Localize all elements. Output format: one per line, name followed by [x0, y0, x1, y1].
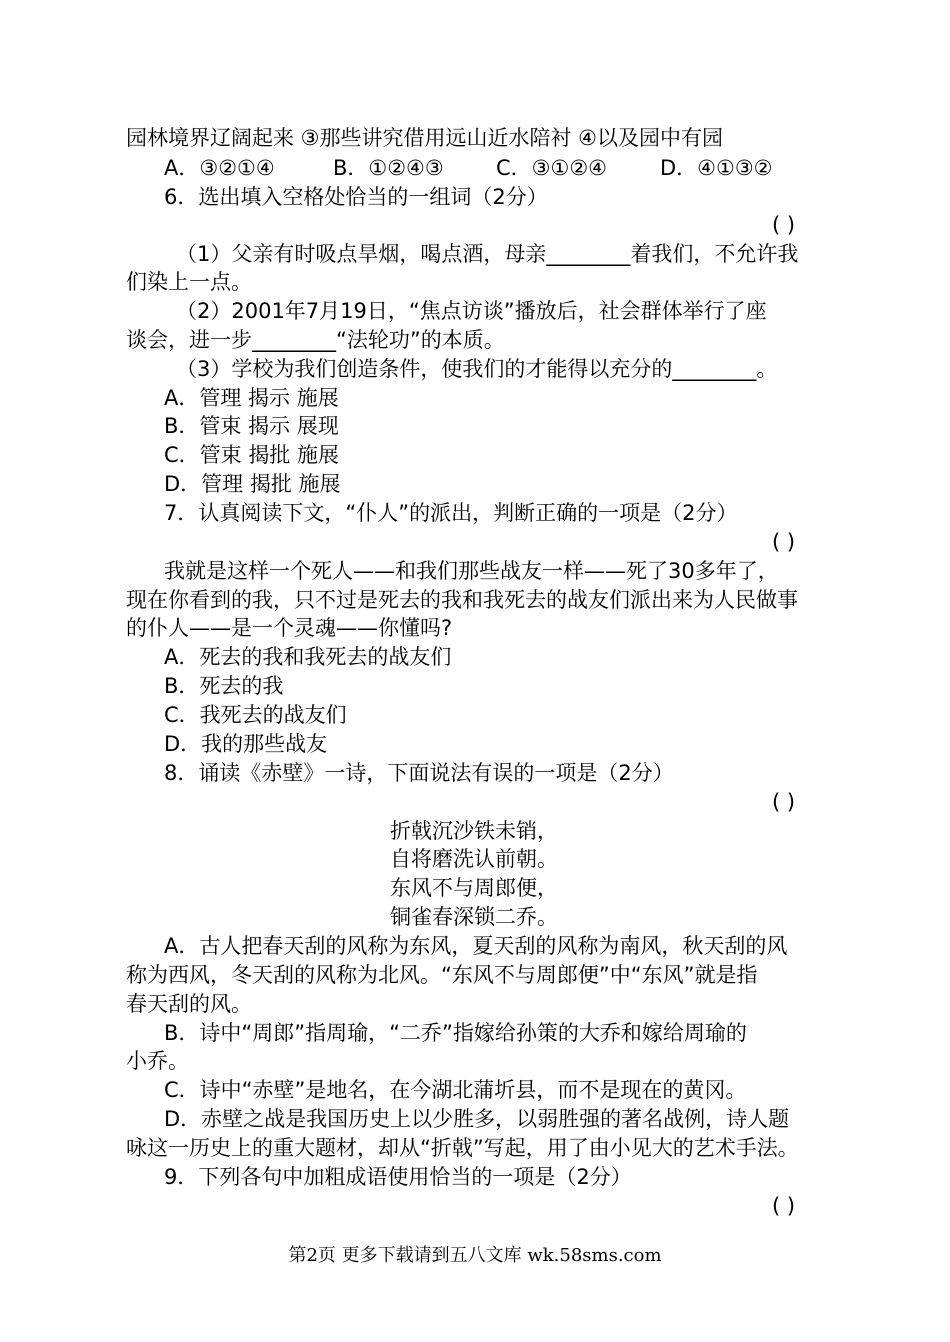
q6-answer-paren: ( ) [772, 213, 796, 237]
q6-sentence-1a: （1）父亲有时吸点旱烟，喝点酒，母亲________着我们，不允许我 [176, 242, 799, 266]
q6-option-b: B．管束 揭示 展现 [164, 414, 339, 438]
q7-stem: 7．认真阅读下文，“仆人”的派出，判断正确的一项是（2分） [164, 501, 738, 525]
poem-line-3: 东风不与周郎便， [390, 876, 558, 900]
q8-option-b-1: B．诗中“周郎”指周瑜，“二乔”指嫁给孙策的大乔和嫁给周瑜的 [164, 1021, 747, 1045]
q8-option-a-1: A．古人把春天刮的风称为东风，夏天刮的风称为南风，秋天刮的风 [164, 934, 788, 958]
q7-option-d: D．我的那些战友 [164, 732, 328, 756]
q6-option-c: C．管束 揭批 施展 [164, 443, 340, 467]
q8-stem: 8．诵读《赤壁》一诗，下面说法有误的一项是（2分） [164, 761, 674, 785]
q6-sentence-2a: （2）2001年7月19日，“焦点访谈”播放后，社会群体举行了座 [176, 299, 767, 323]
q7-option-c: C．我死去的战友们 [164, 703, 347, 727]
q7-option-a: A．死去的我和我死去的战友们 [164, 645, 452, 669]
q9-stem: 9．下列各句中加粗成语使用恰当的一项是（2分） [164, 1165, 632, 1189]
poem-line-1: 折戟沉沙铁未销， [390, 819, 558, 843]
q9-answer-paren: ( ) [772, 1194, 796, 1218]
q6-option-d: D．管理 揭批 施展 [164, 472, 341, 496]
q7-passage-3: 的仆人——是一个灵魂——你懂吗? [126, 616, 453, 640]
q6-sentence-2b: 谈会，进一步________“法轮功”的本质。 [126, 328, 505, 352]
q6-sentence-1b: 们染上一点。 [126, 270, 252, 294]
q6-sentence-3: （3）学校为我们创造条件，使我们的才能得以充分的________。 [176, 357, 778, 381]
q6-stem: 6．选出填入空格处恰当的一组词（2分） [164, 185, 548, 209]
q7-passage-1: 我就是这样一个死人——和我们那些战友一样——死了30多年了， [164, 559, 779, 583]
poem-line-4: 铜雀春深锁二乔。 [390, 905, 558, 929]
q8-answer-paren: ( ) [772, 790, 796, 814]
q5-option-c: C．③①②④ [496, 156, 607, 180]
q8-option-c: C．诗中“赤壁”是地名，在今湖北蒲圻县，而不是现在的黄冈。 [164, 1078, 747, 1102]
q7-answer-paren: ( ) [772, 530, 796, 554]
q5-option-d: D．④①③② [660, 156, 773, 180]
q8-option-a-3: 春天刮的风。 [126, 992, 252, 1016]
page-footer: 第2页 更多下载请到五八文库 wk.58sms.com [288, 1245, 662, 1266]
q5-option-b: B．①②④③ [333, 156, 444, 180]
q5-tail: 园林境界辽阔起来 ③那些讲究借用远山近水陪衬 ④以及园中有园 [126, 126, 724, 150]
poem-line-2: 自将磨洗认前朝。 [390, 847, 558, 871]
q8-option-d-1: D．赤壁之战是我国历史上以少胜多，以弱胜强的著名战例，诗人题 [164, 1107, 790, 1131]
q6-option-a: A．管理 揭示 施展 [164, 386, 339, 410]
q7-passage-2: 现在你看到的我，只不过是死去的我和我死去的战友们派出来为人民做事 [126, 588, 798, 612]
q7-option-b: B．死去的我 [164, 674, 284, 698]
q8-option-a-2: 称为西风，冬天刮的风称为北风。“东风不与周郎便”中“东风”就是指 [126, 963, 758, 987]
q5-option-a: A．③②①④ [164, 156, 275, 180]
q8-option-b-2: 小乔。 [126, 1049, 189, 1073]
q8-option-d-2: 咏这一历史上的重大题材，却从“折戟”写起，用了由小见大的艺术手法。 [126, 1136, 799, 1160]
